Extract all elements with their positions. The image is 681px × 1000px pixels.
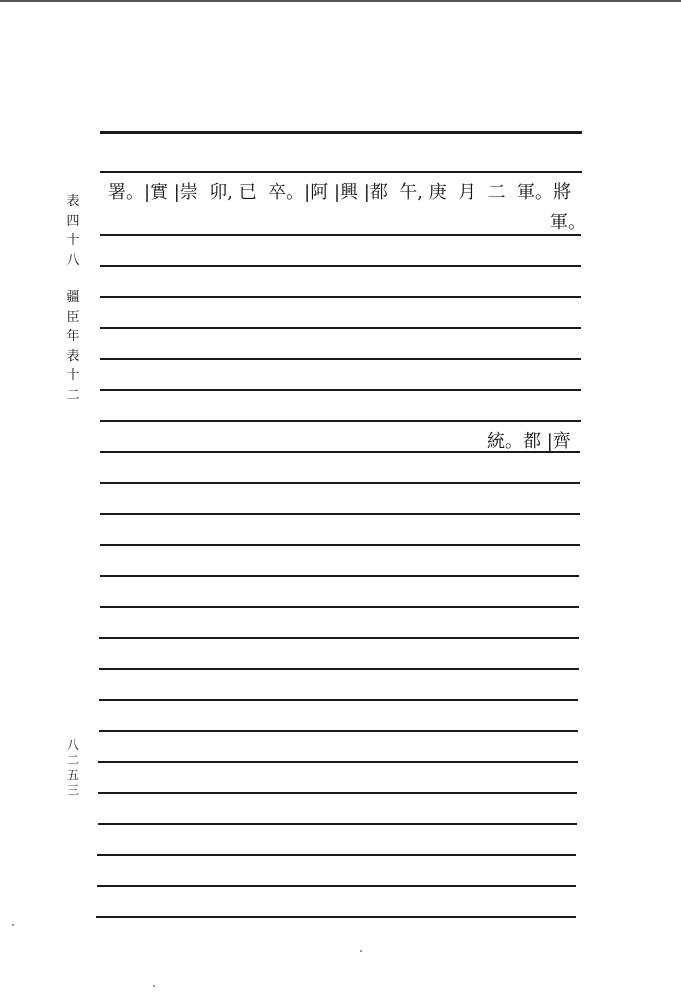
page-number-char: 五 bbox=[66, 768, 79, 782]
page-number-char: 三 bbox=[66, 783, 79, 797]
scan-speck bbox=[360, 950, 362, 952]
scan-speck bbox=[153, 985, 155, 987]
table-row-rule bbox=[98, 823, 577, 825]
table-row-rule bbox=[100, 420, 581, 422]
table-row-rule bbox=[99, 699, 578, 701]
table-row-rule bbox=[97, 885, 576, 887]
table-row-rule bbox=[100, 389, 581, 391]
table-row-rule bbox=[100, 358, 581, 360]
table-top-rule bbox=[100, 131, 582, 134]
table-row-rule bbox=[100, 296, 581, 298]
margin-char: 四 bbox=[66, 213, 80, 229]
row-1-text: 署。|實 |崇 卯, 已 卒。|阿 |興 |都 午, 庚 月 二 軍。將 bbox=[108, 182, 572, 203]
margin-char: 十 bbox=[66, 368, 80, 383]
table-row-rule bbox=[98, 792, 577, 794]
table-row-rule bbox=[100, 327, 581, 329]
row-8-text: 統。都 |齊 bbox=[487, 431, 571, 452]
table-row-rule bbox=[100, 234, 581, 236]
page-number bbox=[62, 738, 84, 798]
table-row-rule bbox=[99, 637, 579, 639]
table-bottom-rule bbox=[96, 916, 576, 918]
row-1-text-continued: 軍。 bbox=[550, 212, 586, 233]
table-row-rule bbox=[100, 513, 580, 515]
margin-char: 二 bbox=[66, 387, 80, 403]
margin-char: 年 bbox=[66, 329, 80, 344]
margin-char: 表 bbox=[66, 194, 80, 209]
table-row-rule bbox=[100, 544, 580, 546]
margin-char: 十 bbox=[66, 233, 80, 248]
margin-char: 臣 bbox=[66, 309, 80, 325]
page-number-char: 八 bbox=[66, 738, 79, 752]
table-row-rule bbox=[99, 668, 579, 670]
table-row-rule bbox=[100, 482, 580, 484]
scan-speck bbox=[12, 924, 14, 926]
table-row-rule bbox=[100, 575, 579, 577]
page-top-border bbox=[0, 0, 681, 2]
table-row-rule bbox=[100, 171, 582, 173]
table-row-rule bbox=[99, 730, 578, 732]
margin-char: 疆 bbox=[66, 290, 80, 305]
margin-caption bbox=[62, 192, 84, 405]
margin-char: 表 bbox=[66, 348, 80, 364]
table-row-rule bbox=[100, 265, 581, 267]
margin-char: 八 bbox=[66, 252, 80, 268]
page-number-char: 二 bbox=[66, 753, 79, 767]
table-row-rule bbox=[98, 761, 578, 763]
table-row-rule bbox=[100, 606, 579, 608]
table-row-rule bbox=[97, 854, 576, 856]
